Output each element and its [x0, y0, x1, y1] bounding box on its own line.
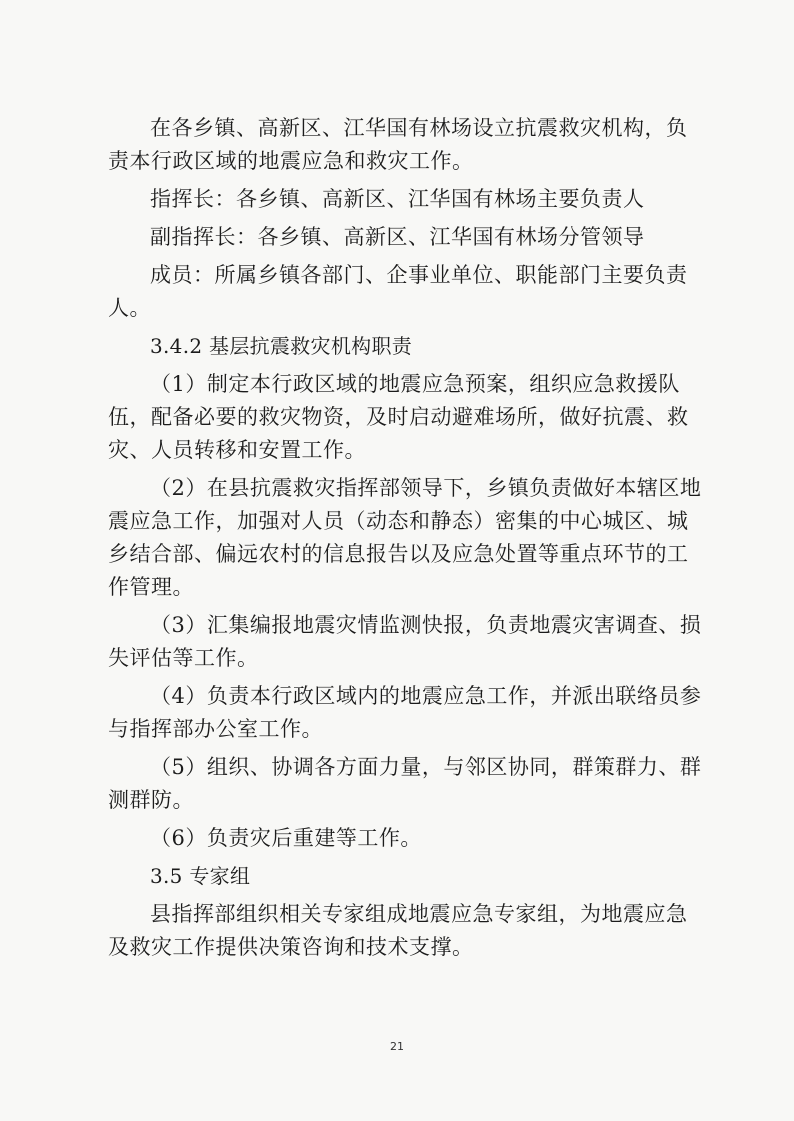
section-heading-3-4-2: 3.4.2 基层抗震救灾机构职责 [150, 334, 413, 358]
paragraph-expert-group: 县指挥部组织相关专家组成地震应急专家组，为地震应急及救灾工作提供决策咨询和技术支撑。 [108, 902, 688, 959]
paragraph-deputy-commander: 副指挥长：各乡镇、高新区、江华国有林场分管领导 [150, 225, 645, 249]
paragraph-members: 成员：所属乡镇各部门、企事业单位、职能部门主要负责人。 [108, 263, 688, 320]
paragraph-township-agencies: 在各乡镇、高新区、江华国有林场设立抗震救灾机构，负责本行政区域的地震应急和救灾工作。 [108, 116, 688, 173]
paragraph-duty-5: （5）组织、协调各方面力量，与邻区协同，群策群力、群测群防。 [108, 755, 702, 812]
page-number: 21 [390, 1040, 404, 1053]
paragraph-duty-2: （2）在县抗震救灾指挥部领导下，乡镇负责做好本辖区地震应急工作，加强对人员（动态和静态）密集的中心城区、城乡结合部、偏远农村的信息报告以及应急处置等重点环节的工作管理。 [108, 476, 702, 599]
paragraph-duty-4: （4）负责本行政区域内的地震应急工作，并派出联络员参与指挥部办公室工作。 [108, 684, 702, 741]
document-body [108, 112, 708, 969]
paragraph-duty-6: （6）负责灾后重建等工作。 [150, 826, 422, 850]
paragraph-duty-1: （1）制定本行政区域的地震应急预案，组织应急救援队伍，配备必要的救灾物资，及时启动避难场所，做好抗震、救灾、人员转移和安置工作。 [108, 372, 689, 462]
section-heading-3-5: 3.5 专家组 [150, 864, 251, 888]
paragraph-duty-3: （3）汇集编报地震灾情监测快报，负责地震灾害调查、损失评估等工作。 [108, 613, 702, 670]
paragraph-commander: 指挥长：各乡镇、高新区、江华国有林场主要负责人 [150, 187, 645, 211]
